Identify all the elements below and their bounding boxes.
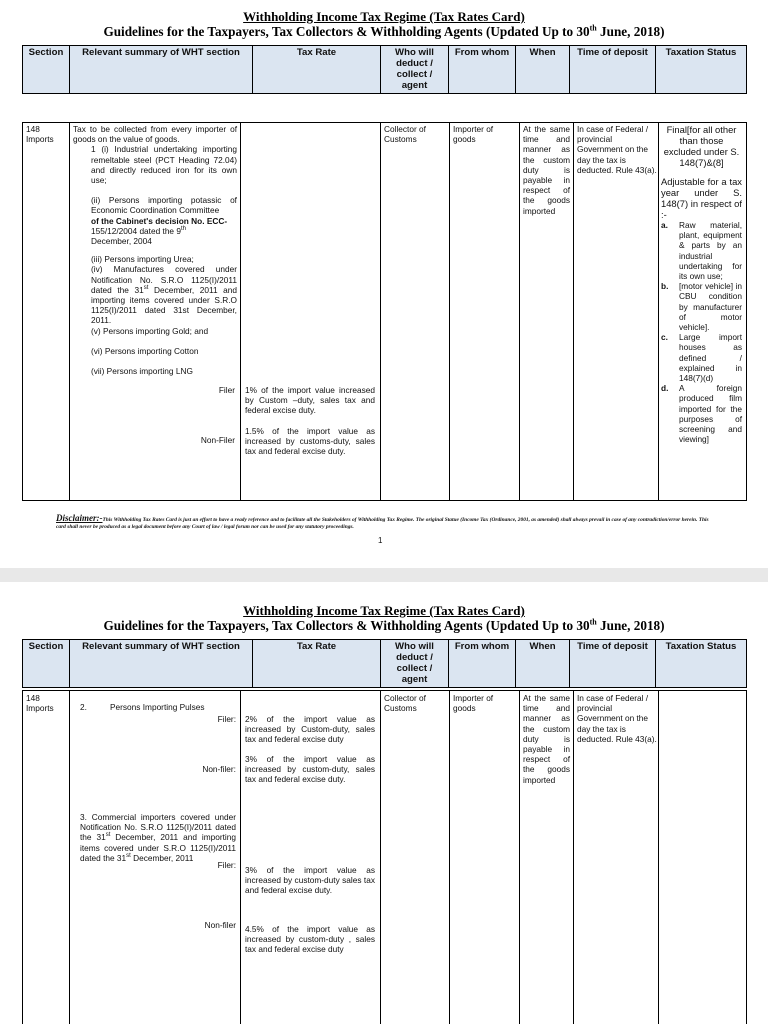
filer-label-2: Filer:	[217, 714, 236, 724]
document-subtitle-2: Guidelines for the Taxpayers, Tax Collectors & Withholding Agents (Updated Up to 30th June, 2018)	[103, 617, 665, 633]
summary-item-7: (vii) Persons importing LNG	[91, 366, 193, 377]
status-item: c. Large import houses as defined / explained in 148(7)(d)	[661, 332, 742, 384]
status-final: Final[for all other than those excluded under S. 148(7)&(8]	[663, 124, 740, 168]
nonfiler-rate: 1.5% of the import value as increased by customs-duty, sales tax and federal excise duty.	[245, 426, 375, 457]
summary-item-5: (v) Persons importing Gold; and	[91, 325, 209, 336]
cell-when-2: At the same time and manner as the custom duty is payable in respect of the goods imported	[523, 693, 570, 785]
filer-rate-3: 3% of the import value as increased by custom-duty sales tax and federal excise duty.	[245, 865, 375, 896]
cell-section-2: 148 Imports	[26, 693, 54, 714]
document-subtitle: Guidelines for the Taxpayers, Tax Collectors & Withholding Agents (Updated Up to 30th June, 2018)	[103, 23, 665, 39]
nonfiler-rate-3: 4.5% of the import value as increased by custom-duty , sales tax and federal excise duty	[245, 924, 375, 955]
document-title: Withholding Income Tax Regime (Tax Rates Card)	[243, 9, 525, 24]
summary-item-2-num: 2.	[80, 702, 87, 712]
filer-rate: 1% of the import value increased by Custom –duty, sales tax and federal excise duty.	[245, 385, 375, 416]
header-summary: Relevant summary of WHT section	[70, 640, 253, 688]
header-taxation-status: Taxation Status	[656, 46, 747, 94]
summary-item-4: (iv) Manufactures covered under Notification No. S.R.O 1125(I)/2011 dated the 31st December, 2011 and importing items covered under S.R.O 1125(I)/2011 dated 31st December, 2011.	[91, 264, 238, 326]
cell-from-whom: Importer of goods	[453, 124, 494, 145]
header-when: When	[516, 640, 570, 688]
header-tax-rate: Tax Rate	[253, 640, 381, 688]
disclaimer: Disclaimer:-This Withholding Tax Rates Card is just an effort to have a ready reference and to facilitate all the Stakeholders of Withholding Tax Regime. The original Statue (Income Tax (Ordinance, 2001, as amended) shall always prevail in case of any contradiction/error herein. This card shall never be produced as a legal document before any Court of law / legal forum nor can be used for any statutory proceedings.	[56, 513, 709, 530]
header-time-of-deposit: Time of deposit	[570, 46, 656, 94]
summary-item-2-text: Persons Importing Pulses	[110, 702, 205, 712]
filer-rate-2: 2% of the import value as increased by Custom-duty, sales tax and federal excise duty	[245, 714, 375, 745]
header-when: When	[516, 46, 570, 94]
cell-time-of-deposit-2: In case of Federal / provincial Government on the day the tax is deducted. Rule 43(a).	[577, 693, 657, 744]
status-adjustable: Adjustable for a tax year under S. 148(7) in respect of :-	[661, 176, 742, 220]
nonfiler-rate-2: 3% of the import value as increased by custom-duty, sales tax and federal excise duty.	[245, 754, 375, 785]
page-number: 1	[378, 536, 383, 545]
header-section: Section	[23, 46, 70, 94]
document-title-2: Withholding Income Tax Regime (Tax Rates Card)	[243, 603, 525, 618]
cell-section: 148 Imports	[26, 124, 54, 145]
nonfiler-label-2: Non-filer:	[202, 764, 236, 774]
status-list	[661, 220, 742, 444]
header-taxation-status: Taxation Status	[656, 640, 747, 688]
cell-when: At the same time and manner as the custom duty is payable in respect of the goods imported	[523, 124, 570, 216]
header-time-of-deposit: Time of deposit	[570, 640, 656, 688]
summary-item-2: (ii) Persons importing potassic of Economic Coordination Committee of the Cabinet's decision No. ECC- 155/12/2004 dated the 9th December, 2004	[91, 195, 237, 247]
summary-item-3: (iii) Persons importing Urea;	[91, 254, 194, 265]
document-page-2	[0, 582, 768, 1024]
header-section: Section	[23, 640, 70, 688]
table-header-2	[22, 639, 747, 688]
summary-intro: Tax to be collected from every importer of goods on the value of goods.	[73, 124, 237, 145]
cell-from-whom-2: Importer of goods	[453, 693, 494, 714]
header-who: Who will deduct / collect / agent	[381, 46, 449, 94]
cell-who: Collector of Customs	[384, 124, 426, 145]
cell-who-2: Collector of Customs	[384, 693, 426, 714]
status-item: a. Raw material, plant, equipment & parts by an industrial undertaking for its own use;	[661, 220, 742, 282]
summary-item-6: (vi) Persons importing Cotton	[91, 345, 199, 356]
cell-summary	[73, 124, 237, 376]
nonfiler-label-3: Non-filer	[204, 920, 236, 930]
status-item: d. A foreign produced film imported for the purposes of screening and viewing]	[661, 383, 742, 445]
header-from-whom: From whom	[449, 46, 516, 94]
cell-taxation-status	[661, 124, 742, 444]
status-item: b. [motor vehicle] in CBU condition by manufacturer of motor vehicle].	[661, 281, 742, 333]
summary-item-3: 3. Commercial importers covered under Notification No. S.R.O 1125(I)/2011 dated the 31st December, 2011 and importing items covered under S.R.O 1125(I)/2011 dated the 31st December, 2011	[80, 812, 236, 863]
table-header	[22, 45, 747, 94]
summary-item-1: 1 (i) Industrial undertaking importing remeltable steel (PCT Heading 72.04) and directly reduced iron for its own use;	[91, 144, 237, 186]
header-summary: Relevant summary of WHT section	[70, 46, 253, 94]
header-from-whom: From whom	[449, 640, 516, 688]
filer-label: Filer	[218, 385, 235, 395]
header-tax-rate: Tax Rate	[253, 46, 381, 94]
filer-label-3: Filer:	[217, 860, 236, 870]
nonfiler-label: Non-Filer	[200, 435, 235, 445]
cell-time-of-deposit: In case of Federal / provincial Government on the day the tax is deducted. Rule 43(a).	[577, 124, 657, 175]
header-who: Who will deduct / collect / agent	[381, 640, 449, 688]
